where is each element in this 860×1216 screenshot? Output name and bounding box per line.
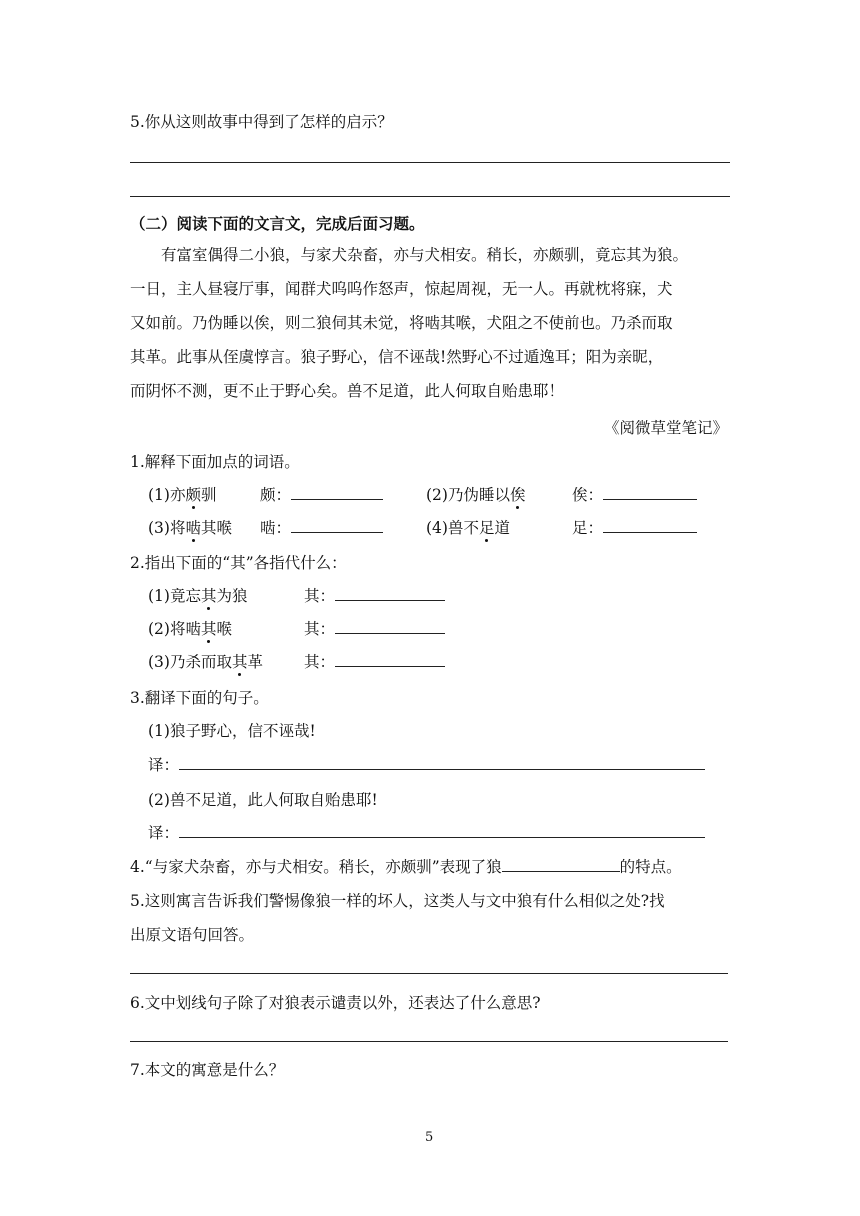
- answer-blank[interactable]: [335, 584, 445, 601]
- answer-blank[interactable]: [502, 855, 620, 872]
- q2-item-2: (2)将啮其喉: [148, 620, 232, 638]
- q2-item-1-answer: 其：: [304, 584, 445, 606]
- answer-blank[interactable]: [179, 753, 705, 770]
- answer-line: [130, 162, 730, 163]
- q3-sentence-2: (2)兽不足道，此人何取自贻患耶!: [148, 791, 378, 809]
- q2-item-2-answer: 其：: [304, 617, 445, 639]
- answer-blank[interactable]: [335, 650, 445, 667]
- answer-line: [130, 196, 730, 197]
- question-3: 3.翻译下面的句子。: [130, 689, 269, 707]
- answer-blank[interactable]: [291, 516, 383, 533]
- passage-line: 又如前。乃伪睡以俟，则二狼伺其未觉，将啮其喉，犬阻之不使前也。乃杀而取: [130, 314, 673, 332]
- question-2: 2.指出下面的“其”各指代什么：: [130, 554, 347, 572]
- passage-line: 而阴怀不测，更不止于野心矣。兽不足道，此人何取自贻患耶！: [130, 382, 565, 400]
- question-5-line-2: 出原文语句回答。: [130, 926, 255, 944]
- q2-item-3-answer: 其：: [304, 650, 445, 672]
- question-6: 6.文中划线句子除了对狼表示谴责以外，还表达了什么意思?: [130, 994, 541, 1012]
- q1-item-1-answer: 颇：: [260, 483, 383, 505]
- answer-blank[interactable]: [603, 516, 697, 533]
- q1-item-1: (1)亦颇驯: [148, 486, 217, 504]
- question-5-line-1: 5.这则寓言告诉我们警惕像狼一样的坏人，这类人与文中狼有什么相似之处?找: [130, 892, 665, 910]
- section-title: （二）阅读下面的文言文，完成后面习题。: [130, 214, 425, 233]
- answer-blank[interactable]: [335, 617, 445, 634]
- q1-item-2: (2)乃伪睡以俟: [426, 486, 526, 504]
- answer-line: [130, 1041, 728, 1042]
- page-number: 5: [425, 1130, 434, 1145]
- q3-answer-2: 译：: [148, 821, 705, 843]
- q3-sentence-1: (1)狼子野心，信不诬哉!: [148, 722, 316, 740]
- question-1: 1.解释下面加点的词语。: [130, 453, 300, 471]
- question-4: 4.“与家犬杂畜，亦与犬相安。稍长，亦颇驯”表现了狼 的特点。: [130, 855, 682, 877]
- answer-blank[interactable]: [179, 821, 705, 838]
- q1-item-3: (3)将啮其喉: [148, 519, 232, 537]
- prev-question-5: 5.你从这则故事中得到了怎样的启示？: [130, 113, 393, 131]
- q1-item-3-answer: 啮：: [260, 516, 383, 538]
- answer-blank[interactable]: [291, 483, 383, 500]
- q1-item-4: (4)兽不足道: [426, 519, 510, 537]
- answer-blank[interactable]: [603, 483, 697, 500]
- q2-item-3: (3)乃杀而取其革: [148, 653, 263, 671]
- passage-source: 《阅微草堂笔记》: [603, 419, 728, 437]
- passage-line: 一日，主人昼寝厅事，闻群犬呜呜作怒声，惊起周视，无一人。再就枕将寐，犬: [130, 280, 673, 298]
- q3-answer-1: 译：: [148, 753, 705, 775]
- question-7: 7.本文的寓意是什么？: [130, 1061, 285, 1079]
- passage: [130, 238, 730, 408]
- q1-item-2-answer: 俟：: [572, 483, 697, 505]
- q1-item-4-answer: 足：: [572, 516, 697, 538]
- passage-line: 有富室偶得二小狼，与家犬杂畜，亦与犬相安。稍长，亦颇驯，竟忘其为狼。: [161, 246, 689, 264]
- answer-line: [130, 973, 728, 974]
- q2-item-1: (1)竟忘其为狼: [148, 587, 248, 605]
- passage-line: 其革。此事从侄虞惇言。狼子野心，信不诬哉!然野心不过遁逸耳；阳为亲昵，: [130, 348, 664, 366]
